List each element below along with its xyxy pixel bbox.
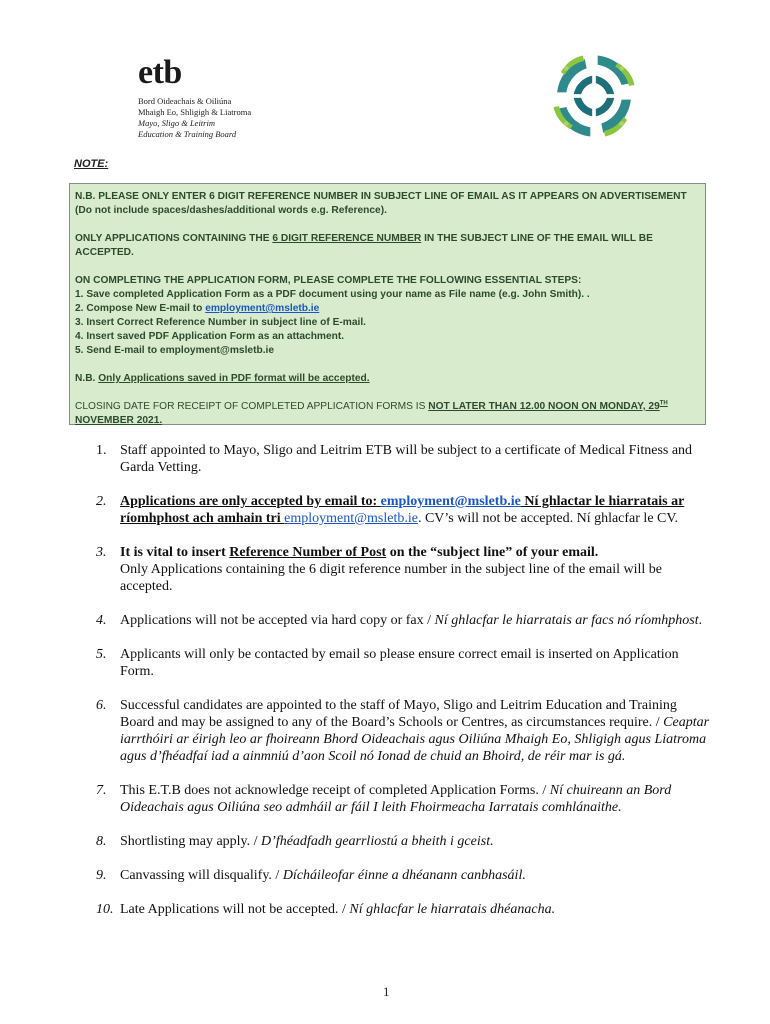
rules-list — [96, 442, 712, 918]
logo-org-name — [138, 96, 278, 140]
step-item: 3. Insert Correct Reference Number in subject line of E-mail. — [75, 317, 366, 328]
step-item: 4. Insert saved PDF Application Form as an attachment. — [75, 331, 345, 342]
nb-instruction: N.B. PLEASE ONLY ENTER 6 DIGIT REFERENCE NUMBER IN SUBJECT LINE OF EMAIL AS IT APPEARS ON ADVERTISEMENT (Do not include spaces/dashes/additional words e.g. Reference). — [75, 191, 687, 216]
employment-email-link[interactable]: employment@msletb.ie — [205, 303, 320, 314]
notice-box — [69, 183, 706, 425]
steps-heading: ON COMPLETING THE APPLICATION FORM, PLEASE COMPLETE THE FOLLOWING ESSENTIAL STEPS: — [75, 275, 582, 286]
list-item: 10. Late Applications will not be accepted. / Ní ghlacfar le hiarratais dhéanacha. — [96, 902, 556, 917]
item-number: 2. — [96, 494, 107, 509]
item-number: 3. — [96, 545, 107, 560]
item-number: 1. — [96, 443, 107, 458]
note-label: NOTE: — [74, 158, 109, 170]
list-item: 7. This E.T.B does not acknowledge receipt of completed Application Forms. / Ní chuireann an Bord Oideachais agus Oiliúna seo admháil ar fáil I leith Fhoirmeacha Iarratais comhlánaithe. — [96, 783, 672, 815]
logo-line: Mhaigh Eo, Shligigh & Liatroma — [138, 107, 252, 117]
list-item: 4. Applications will not be accepted via hard copy or fax / Ní ghlacfar le hiarratais ar facs nó ríomhphost. — [96, 613, 703, 628]
item-number: 5. — [96, 647, 107, 662]
logo-line: Bord Oideachais & Oiliúna — [138, 96, 232, 106]
item-number: 7. — [96, 783, 107, 798]
closing-date: CLOSING DATE FOR RECEIPT OF COMPLETED APPLICATION FORMS IS NOT LATER THAN 12.00 NOON ON MONDAY, 29TH NOVEMBER 2021. — [75, 400, 668, 426]
employment-email-link[interactable]: employment@msletb.ie — [284, 511, 418, 526]
step-item: 1. Save completed Application Form as a PDF document using your name as File name (e.g. John Smith). . — [75, 289, 590, 300]
list-item: 5. Applicants will only be contacted by email so please ensure correct email is inserted on Application Form. — [96, 647, 679, 679]
item-number: 10. — [96, 902, 114, 917]
list-item: 8. Shortlisting may apply. / D’fhéadfadh gearrliostú a bheith i gceist. — [96, 834, 494, 849]
page-number: 1 — [383, 984, 390, 999]
employment-email-link[interactable]: employment@msletb.ie — [380, 494, 521, 509]
pdf-format-notice: N.B. Only Applications saved in PDF format will be accepted. — [75, 373, 370, 384]
list-item: 6. Successful candidates are appointed to the staff of Mayo, Sligo and Leitrim Education and Training Board and may be assigned to any of the Board’s Schools or Centres, as circumstances require. / Ceaptar iarrthóiri ar éirigh leo ar fhoireann Bhord Oideachais agus Oiliúna Mhaigh Eo, Shligigh agus Liatroma agus d’fhéadfaí iad a ainmniú d’aon Scoil nó Ionad de chuid an Bhoird, de réir mar is gá. — [96, 698, 710, 764]
item-number: 9. — [96, 868, 107, 883]
etb-logo — [138, 56, 278, 140]
list-item: 2. Applications are only accepted by email to: employment@msletb.ie Ní ghlactar le hiarratais ar ríomhphost ach amhain tri employment@msletb.ie. CV’s will not be accepted. Ní ghlacfar le CV. — [96, 494, 685, 526]
list-item: 1. Staff appointed to Mayo, Sligo and Leitrim ETB will be subject to a certificate of Medical Fitness and Garda Vetting. — [96, 443, 693, 475]
swirl-logo-icon — [548, 50, 640, 142]
list-item: 3. It is vital to insert Reference Number of Post on the “subject line” of your email. Only Applications containing the 6 digit reference number in the subject line of the email will be accepted. — [96, 545, 662, 594]
logo-wordmark: etb — [138, 54, 182, 91]
step-item: 5. Send E-mail to employment@msletb.ie — [75, 345, 275, 356]
logo-line: Mayo, Sligo & Leitrim — [138, 118, 215, 128]
item-number: 4. — [96, 613, 107, 628]
logo-line: Education & Training Board — [138, 129, 237, 139]
only-applications-notice: ONLY APPLICATIONS CONTAINING THE 6 DIGIT REFERENCE NUMBER IN THE SUBJECT LINE OF THE EMAIL WILL BE ACCEPTED. — [75, 233, 653, 258]
item-number: 6. — [96, 698, 107, 713]
list-item: 9. Canvassing will disqualify. / Dícháileofar éinne a dhéanann canbhasáil. — [96, 868, 526, 883]
item-number: 8. — [96, 834, 107, 849]
step-item: 2. Compose New E-mail to employment@msletb.ie — [75, 303, 320, 314]
